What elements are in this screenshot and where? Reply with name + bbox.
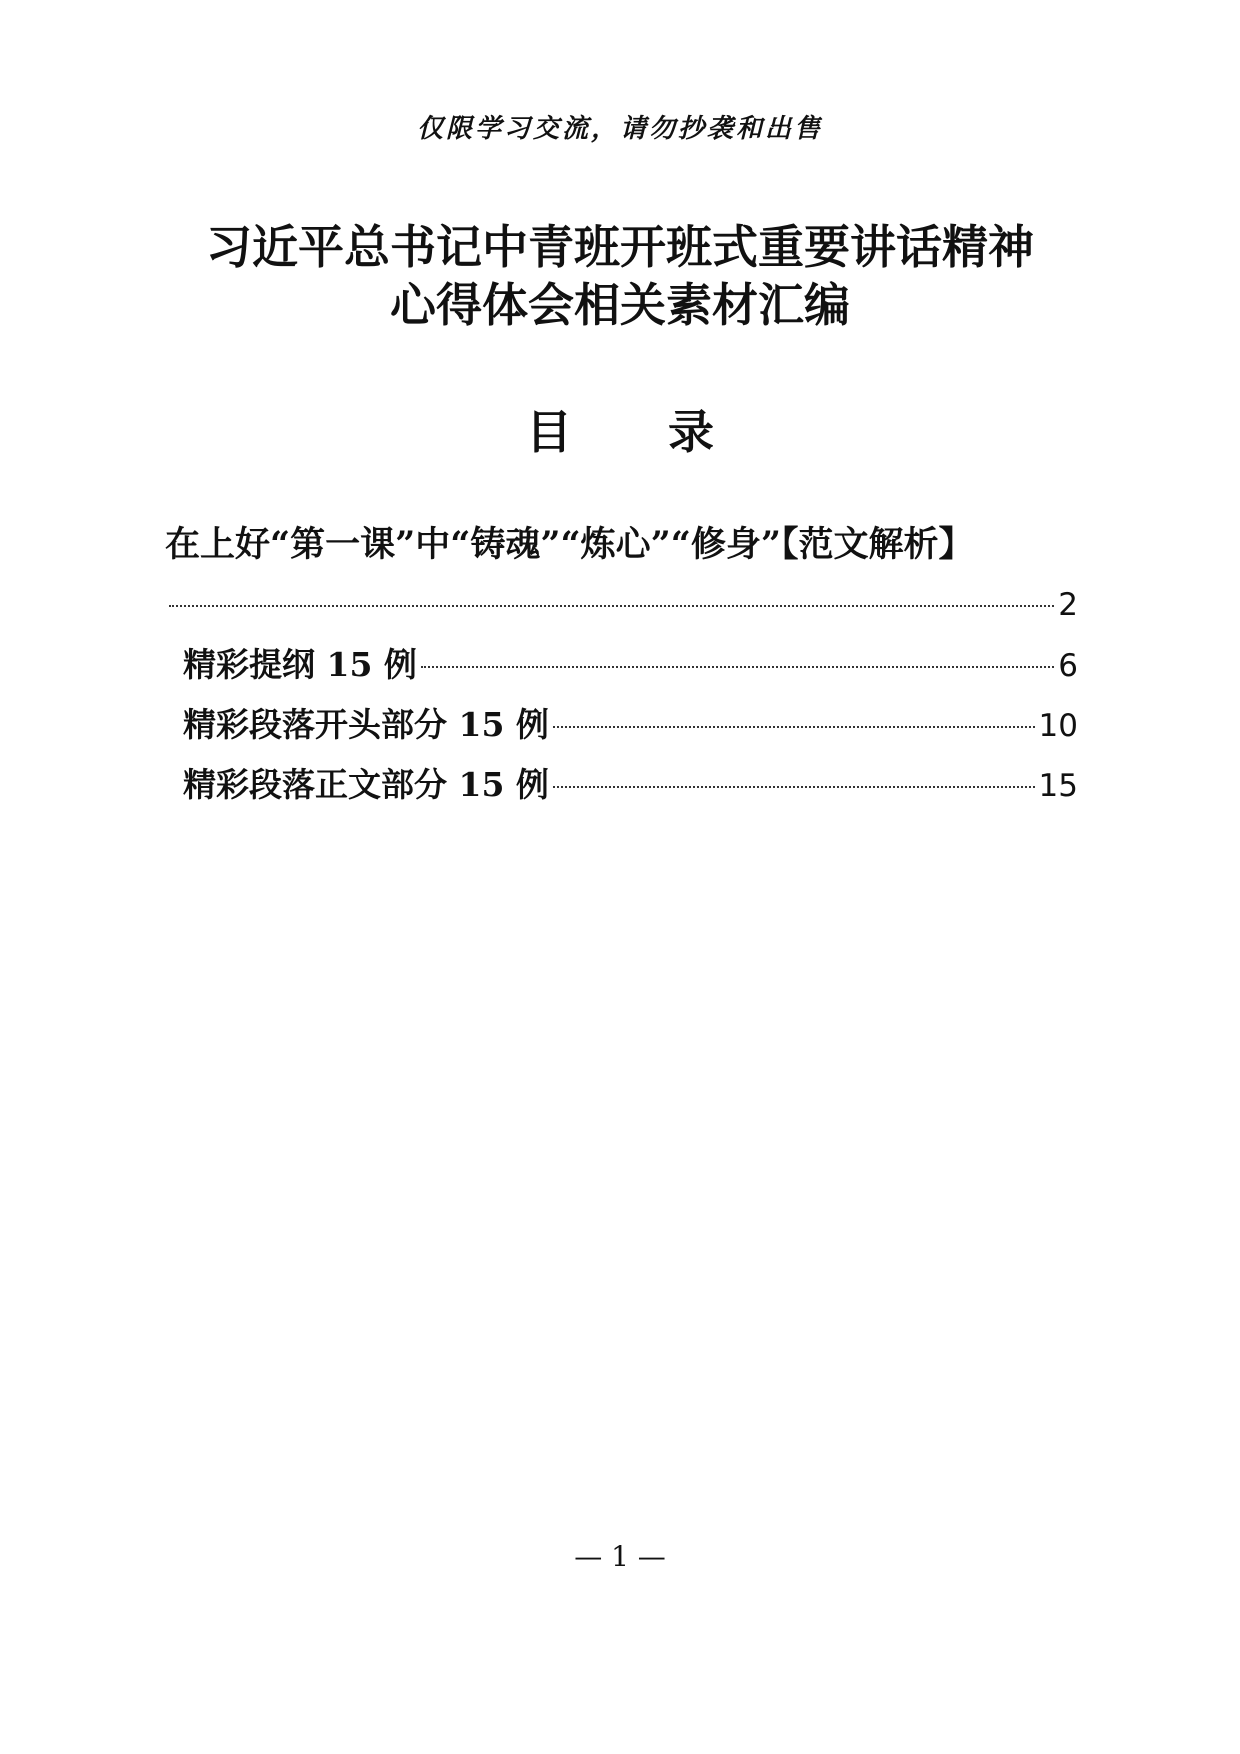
document-title-line-1: 习近平总书记中青班开班式重要讲话精神 — [206, 220, 1034, 274]
document-title — [0, 218, 1240, 334]
toc-page-number: 10 — [1038, 708, 1078, 744]
toc-page-number: 2 — [1058, 587, 1078, 623]
toc-dot-leader — [421, 665, 1054, 668]
table-of-contents — [165, 515, 1078, 815]
toc-dot-leader — [553, 725, 1035, 728]
page-number-footer: — 1 — — [574, 1540, 666, 1573]
toc-entry-label: 在上好“第一课”中“铸魂”“炼心”“修身”【范文解析】 — [165, 524, 974, 565]
document-title-line-2: 心得体会相关素材汇编 — [390, 278, 850, 332]
toc-entry-label: 精彩段落正文部分 15 例 — [183, 765, 549, 804]
toc-heading: 目 录 — [525, 405, 754, 459]
toc-dot-leader — [169, 604, 1054, 607]
toc-entry-label: 精彩提纲 15 例 — [183, 645, 417, 684]
toc-entry-3[interactable] — [165, 695, 1078, 755]
toc-page-number: 6 — [1058, 648, 1078, 684]
toc-entry-label: 精彩段落开头部分 15 例 — [183, 705, 549, 744]
toc-entry-4[interactable] — [165, 755, 1078, 815]
usage-notice: 仅限学习交流，请勿抄袭和出售 — [416, 114, 823, 144]
toc-page-number: 15 — [1038, 768, 1078, 804]
toc-entry-2[interactable] — [165, 635, 1078, 695]
toc-entry-1[interactable] — [165, 515, 1078, 635]
toc-dot-leader — [553, 785, 1035, 788]
